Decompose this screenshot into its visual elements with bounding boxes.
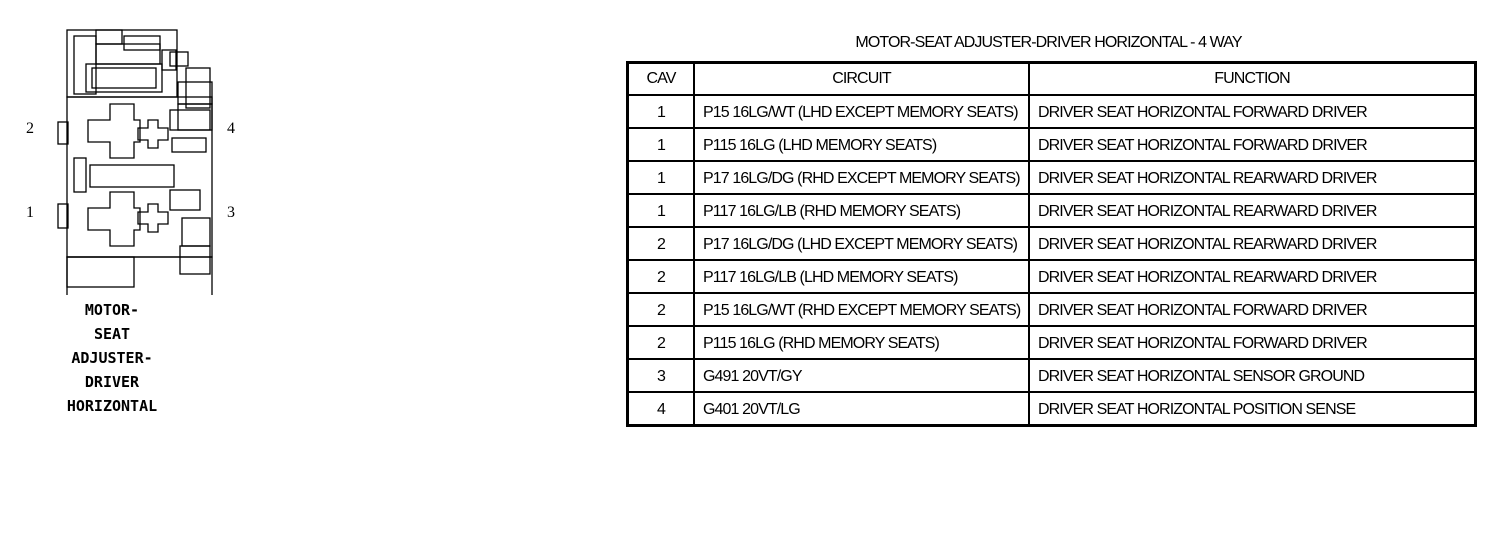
cell-cav: 4: [628, 392, 695, 426]
cavity-4: [138, 110, 210, 152]
cell-cav: 1: [628, 161, 695, 194]
cell-cav: 1: [628, 128, 695, 161]
cell-circuit: P17 16LG/DG (LHD EXCEPT MEMORY SEATS): [694, 227, 1029, 260]
cell-function: DRIVER SEAT HORIZONTAL FORWARD DRIVER: [1029, 128, 1476, 161]
cell-function: DRIVER SEAT HORIZONTAL FORWARD DRIVER: [1029, 95, 1476, 128]
cell-circuit: P17 16LG/DG (RHD EXCEPT MEMORY SEATS): [694, 161, 1029, 194]
table-row: [628, 194, 1476, 227]
connector-top-latch: [67, 30, 212, 130]
table-row: [628, 95, 1476, 128]
table-row: [628, 227, 1476, 260]
cell-cav: 3: [628, 359, 695, 392]
table-row: [628, 392, 1476, 426]
table-header-row: [628, 63, 1476, 96]
connector-name: [60, 298, 164, 418]
cell-function: DRIVER SEAT HORIZONTAL POSITION SENSE: [1029, 392, 1476, 426]
pinout-table: [626, 61, 1477, 427]
header-cav: CAV: [628, 63, 695, 96]
pin-label-3: 3: [227, 204, 235, 221]
cell-cav: 2: [628, 326, 695, 359]
cavity-2: [58, 104, 140, 158]
cell-function: DRIVER SEAT HORIZONTAL REARWARD DRIVER: [1029, 194, 1476, 227]
header-circuit: CIRCUIT: [694, 63, 1029, 96]
table-row: [628, 293, 1476, 326]
cell-function: DRIVER SEAT HORIZONTAL REARWARD DRIVER: [1029, 227, 1476, 260]
table-row: [628, 359, 1476, 392]
cell-circuit: P117 16LG/LB (RHD MEMORY SEATS): [694, 194, 1029, 227]
connector-name-line: ADJUSTER-: [71, 349, 153, 367]
cell-function: DRIVER SEAT HORIZONTAL REARWARD DRIVER: [1029, 260, 1476, 293]
pin-label-1: 1: [26, 204, 34, 221]
table-title: MOTOR-SEAT ADJUSTER-DRIVER HORIZONTAL - 4 WAY: [855, 34, 1242, 51]
cell-circuit: P15 16LG/WT (LHD EXCEPT MEMORY SEATS): [694, 95, 1029, 128]
table-row: [628, 260, 1476, 293]
pin-label-4: 4: [227, 120, 235, 137]
cell-cav: 1: [628, 95, 695, 128]
cell-cav: 2: [628, 260, 695, 293]
header-function: FUNCTION: [1029, 63, 1476, 96]
cell-circuit: P115 16LG (LHD MEMORY SEATS): [694, 128, 1029, 161]
cavity-1: [58, 192, 140, 246]
cell-circuit: G401 20VT/LG: [694, 392, 1029, 426]
connector-name-line: DRIVER: [84, 373, 140, 391]
pin-label-2: 2: [26, 120, 34, 137]
cell-function: DRIVER SEAT HORIZONTAL REARWARD DRIVER: [1029, 161, 1476, 194]
connector-face-diagram: [20, 20, 220, 295]
cell-circuit: P117 16LG/LB (LHD MEMORY SEATS): [694, 260, 1029, 293]
cell-circuit: G491 20VT/GY: [694, 359, 1029, 392]
cell-circuit: P15 16LG/WT (RHD EXCEPT MEMORY SEATS): [694, 293, 1029, 326]
cell-cav: 1: [628, 194, 695, 227]
connector-name-line: MOTOR-: [84, 301, 140, 319]
cell-cav: 2: [628, 293, 695, 326]
connector-name-line: HORIZONTAL: [66, 397, 158, 415]
table-row: [628, 326, 1476, 359]
table-row: [628, 161, 1476, 194]
cell-cav: 2: [628, 227, 695, 260]
cell-function: DRIVER SEAT HORIZONTAL SENSOR GROUND: [1029, 359, 1476, 392]
table-row: [628, 128, 1476, 161]
cell-function: DRIVER SEAT HORIZONTAL FORWARD DRIVER: [1029, 326, 1476, 359]
connector-name-line: SEAT: [93, 325, 131, 343]
cavity-3: [138, 190, 200, 232]
cell-circuit: P115 16LG (RHD MEMORY SEATS): [694, 326, 1029, 359]
cell-function: DRIVER SEAT HORIZONTAL FORWARD DRIVER: [1029, 293, 1476, 326]
